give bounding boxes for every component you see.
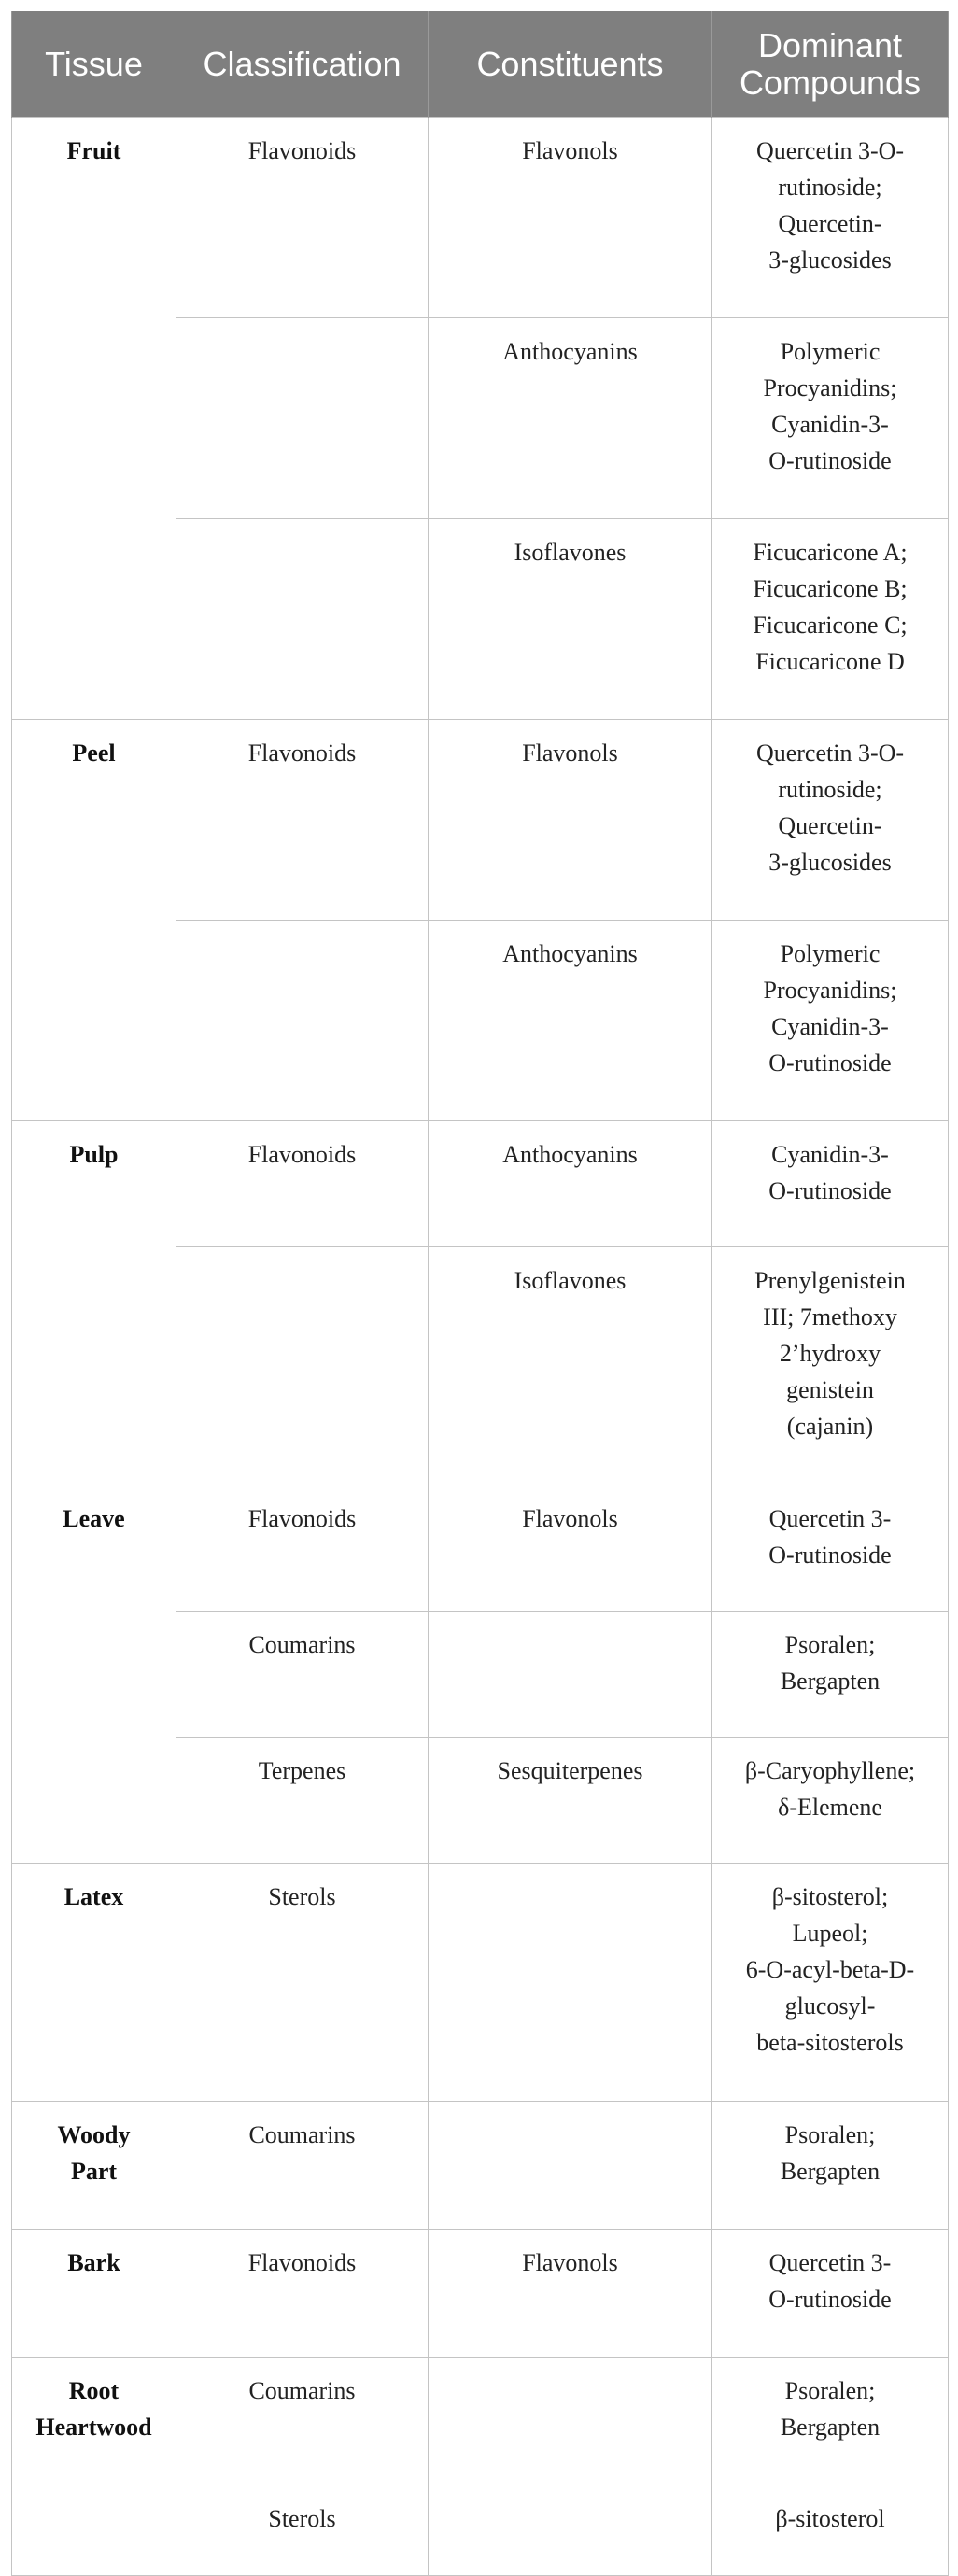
classification-cell: Terpenes: [176, 1738, 429, 1864]
classification-cell: Flavonoids: [176, 1121, 429, 1247]
compounds-cell: Cyanidin-3- O-rutinoside: [712, 1121, 949, 1247]
classification-cell: Sterols: [176, 1864, 429, 2102]
tissue-cell: Latex: [12, 1864, 176, 2102]
compounds-cell: β-sitosterol; Lupeol; 6-O-acyl-beta-D- glucosyl- beta-sitosterols: [712, 1864, 949, 2102]
constituents-cell: [429, 2358, 712, 2485]
compounds-cell: Psoralen; Bergapten: [712, 2358, 949, 2485]
compounds-cell: Ficucaricone A; Ficucaricone B; Ficucaricone C; Ficucaricone D: [712, 519, 949, 720]
compounds-cell: β-sitosterol: [712, 2485, 949, 2576]
table-row: [12, 2102, 949, 2230]
constituents-cell: Flavonols: [429, 1485, 712, 1612]
header-constituents: Constituents: [429, 11, 712, 118]
constituents-cell: [429, 1864, 712, 2102]
constituents-cell: [429, 2485, 712, 2576]
tissue-cell: Pulp: [12, 1121, 176, 1485]
classification-cell: Coumarins: [176, 1612, 429, 1738]
constituents-cell: Isoflavones: [429, 519, 712, 720]
compounds-cell: Psoralen; Bergapten: [712, 2102, 949, 2230]
constituents-cell: Sesquiterpenes: [429, 1738, 712, 1864]
tissue-cell: Root Heartwood: [12, 2358, 176, 2576]
table-row: [12, 1864, 949, 2102]
compounds-cell: Polymeric Procyanidins; Cyanidin-3- O-rutinoside: [712, 921, 949, 1121]
header-row: [12, 11, 949, 118]
compounds-cell: Quercetin 3-O- rutinoside; Quercetin- 3-glucosides: [712, 720, 949, 921]
constituents-cell: Anthocyanins: [429, 1121, 712, 1247]
constituents-cell: Anthocyanins: [429, 318, 712, 519]
tissue-cell: Fruit: [12, 118, 176, 720]
classification-cell: Sterols: [176, 2485, 429, 2576]
classification-cell: [176, 1247, 429, 1485]
compounds-cell: Quercetin 3-O- rutinoside; Quercetin- 3-glucosides: [712, 118, 949, 318]
compounds-cell: Prenylgenistein III; 7methoxy 2’hydroxy genistein (cajanin): [712, 1247, 949, 1485]
table-row: [12, 1121, 949, 1247]
tissue-cell: Peel: [12, 720, 176, 1121]
constituents-cell: Flavonols: [429, 2230, 712, 2358]
table-row: [12, 720, 949, 921]
table-row: [12, 2358, 949, 2485]
classification-cell: Flavonoids: [176, 118, 429, 318]
constituents-cell: Flavonols: [429, 118, 712, 318]
compounds-cell: Polymeric Procyanidins; Cyanidin-3- O-rutinoside: [712, 318, 949, 519]
compounds-cell: Quercetin 3- O-rutinoside: [712, 2230, 949, 2358]
tissue-cell: Woody Part: [12, 2102, 176, 2230]
classification-cell: Flavonoids: [176, 2230, 429, 2358]
classification-cell: [176, 318, 429, 519]
table-row: [12, 1485, 949, 1612]
table-row: [12, 118, 949, 318]
constituents-cell: Flavonols: [429, 720, 712, 921]
tissue-cell: Bark: [12, 2230, 176, 2358]
classification-cell: [176, 921, 429, 1121]
constituents-cell: [429, 2102, 712, 2230]
constituents-cell: Isoflavones: [429, 1247, 712, 1485]
compounds-cell: β-Caryophyllene; δ-Elemene: [712, 1738, 949, 1864]
header-tissue: Tissue: [12, 11, 176, 118]
classification-cell: Flavonoids: [176, 1485, 429, 1612]
header-classification: Classification: [176, 11, 429, 118]
classification-cell: Coumarins: [176, 2358, 429, 2485]
header-dominant-compounds: Dominant Compounds: [712, 11, 949, 118]
classification-cell: Flavonoids: [176, 720, 429, 921]
compounds-cell: Quercetin 3- O-rutinoside: [712, 1485, 949, 1612]
constituents-cell: [429, 1612, 712, 1738]
classification-cell: Coumarins: [176, 2102, 429, 2230]
compounds-cell: Psoralen; Bergapten: [712, 1612, 949, 1738]
tissue-cell: Leave: [12, 1485, 176, 1864]
compounds-table: [11, 11, 949, 2576]
table-row: [12, 2230, 949, 2358]
classification-cell: [176, 519, 429, 720]
constituents-cell: Anthocyanins: [429, 921, 712, 1121]
